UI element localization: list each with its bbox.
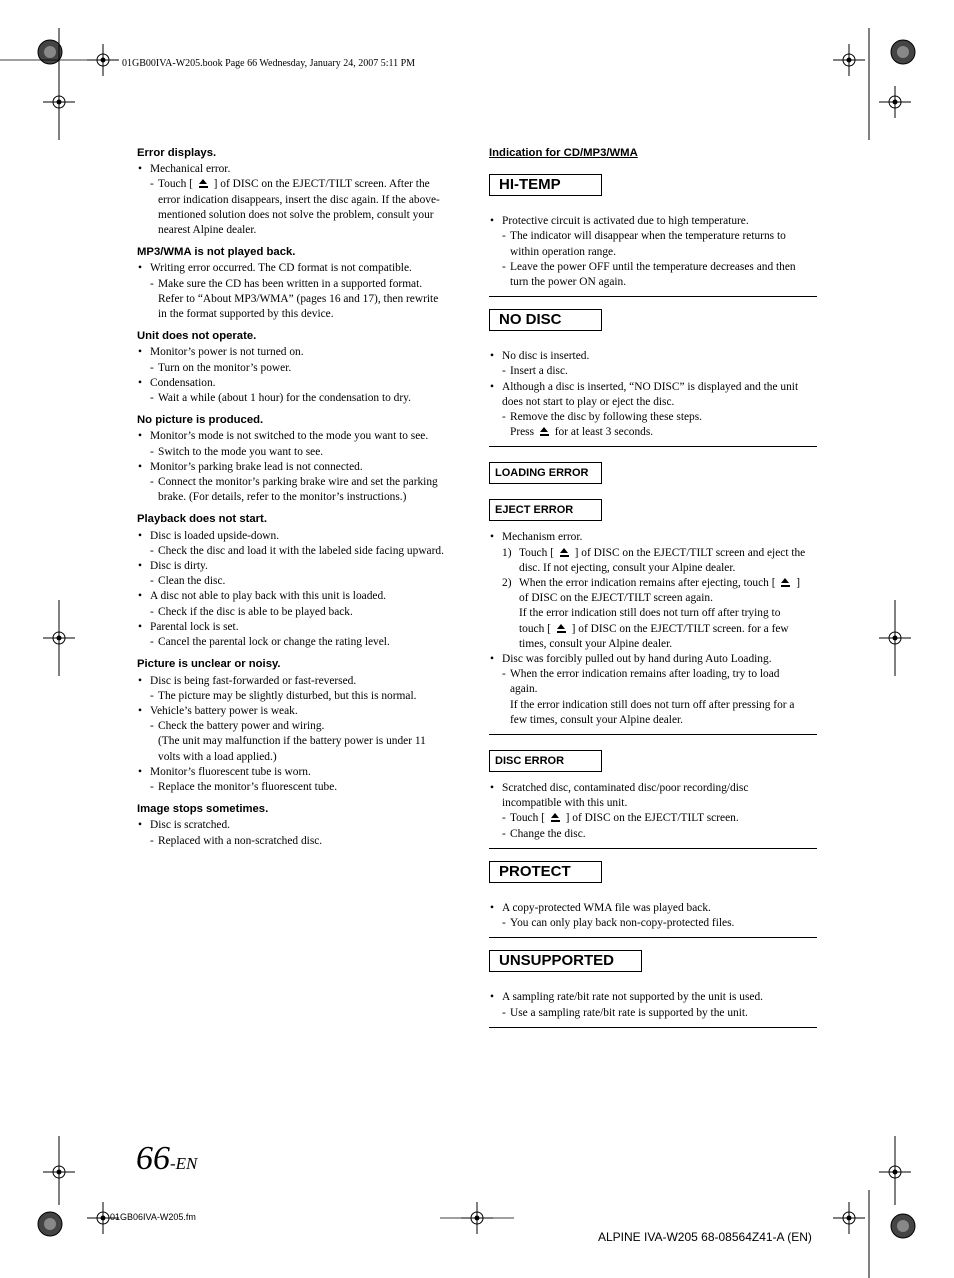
bullet-item [137, 674, 467, 689]
bullet-item [137, 529, 467, 544]
line-text: Insert a disc. [510, 365, 568, 378]
bullet-item [489, 901, 817, 916]
eject-icon [540, 427, 549, 436]
line-text: Replace the monitor’s fluorescent tube. [158, 780, 338, 793]
remedy-item [137, 177, 467, 192]
continuation-line [489, 591, 817, 606]
line-text: Scratched disc, contaminated disc/poor recording/disc [502, 782, 749, 795]
line-text: If the error indication still does not turn off after trying to [519, 607, 781, 620]
line-text: Vehicle’s battery power is weak. [150, 704, 298, 717]
line-text: Cancel the parental lock or change the rating level. [158, 636, 390, 649]
continuation-line [489, 713, 817, 728]
line-text: Disc is scratched. [150, 819, 231, 832]
right-column [489, 146, 817, 1028]
remedy-item [489, 827, 817, 842]
line-text: Touch [ [158, 178, 196, 191]
line-text: few times, consult your Alpine dealer. [510, 713, 684, 726]
bullet-item [137, 376, 467, 391]
section-heading: Image stops sometimes. [137, 803, 269, 816]
bullet-item [137, 818, 467, 833]
remedy-item [489, 667, 817, 682]
bullet-item [137, 765, 467, 780]
line-text: No disc is inserted. [502, 350, 590, 363]
line-text: Writing error occurred. The CD format is not compatible. [150, 262, 412, 275]
line-text: Connect the monitor’s parking brake wire and set the parking [158, 476, 438, 489]
section-heading: MP3/WMA is not played back. [137, 246, 296, 259]
line-text: disc. If not ejecting, consult your Alpine dealer. [519, 561, 736, 574]
continuation-line [489, 637, 817, 652]
continuation-line [489, 622, 817, 637]
line-text: Touch [ [519, 546, 557, 559]
line-text: Parental lock is set. [150, 620, 239, 633]
continuation-line [489, 698, 817, 713]
line-text: incompatible with this unit. [502, 797, 628, 810]
continuation-line [137, 193, 467, 208]
bullet-item [137, 620, 467, 635]
bullet-item [137, 460, 467, 475]
continuation-line [489, 606, 817, 621]
bullet-item [489, 781, 817, 796]
section-heading: No picture is produced. [137, 414, 264, 427]
remedy-item [489, 916, 817, 931]
line-text: Protective circuit is activated due to high temperature. [502, 215, 749, 228]
line-text: A disc not able to play back with this unit is loaded. [150, 590, 387, 603]
line-text: nearest Alpine dealer. [158, 224, 257, 237]
line-text: volts with a load applied.) [158, 750, 277, 763]
numbered-step: 2) When the error indication remains after ejecting, touch [ ] [502, 577, 800, 590]
continuation-line [489, 425, 817, 440]
line-text: Mechanical error. [150, 163, 231, 176]
line-text: Leave the power OFF until the temperature decreases and then [510, 260, 796, 273]
footer-model: ALPINE IVA-W205 68-08564Z41-A (EN) [598, 1230, 812, 1244]
line-text: Make sure the CD has been written in a supported format. [158, 277, 423, 290]
line-text: Turn on the monitor’s power. [158, 361, 292, 374]
line-text: Disc was forcibly pulled out by hand during Auto Loading. [502, 653, 772, 666]
line-text: Check if the disc is able to be played back. [158, 605, 353, 618]
remedy-item [137, 605, 467, 620]
line-text: Check the disc and load it with the labeled side facing upward. [158, 544, 444, 557]
remedy-item [137, 719, 467, 734]
line-text: Remove the disc by following these steps. [510, 411, 703, 424]
eject-icon [199, 179, 208, 188]
line-text: Monitor’s parking brake lead is not connected. [150, 460, 363, 473]
eject-icon [557, 624, 566, 633]
line-text: Change the disc. [510, 827, 586, 840]
remedy-item [489, 229, 817, 244]
line-text: ] of DISC on the EJECT/TILT screen and eject the [571, 546, 806, 559]
continuation-line [137, 750, 467, 765]
bullet-item [137, 429, 467, 444]
display-indicator: EJECT ERROR [489, 499, 602, 521]
continuation-line [489, 796, 817, 811]
remedy-item [137, 544, 467, 559]
line-text: ] of DISC on the EJECT/TILT screen. [562, 812, 739, 825]
line-text: Mechanism error. [502, 531, 583, 544]
remedy-item [137, 834, 467, 849]
line-text: Although a disc is inserted, “NO DISC” is displayed and the unit [502, 380, 799, 393]
continuation-line [489, 275, 817, 290]
bullet-item [137, 704, 467, 719]
bullet-item [137, 345, 467, 360]
line-text: for at least 3 seconds. [551, 426, 654, 439]
line-text: turn the power ON again. [510, 276, 627, 289]
remedy-item [137, 574, 467, 589]
eject-icon [551, 813, 560, 822]
line-text: of DISC on the EJECT/TILT screen again. [519, 592, 713, 605]
line-text: A sampling rate/bit rate not supported by the unit is used. [502, 991, 763, 1004]
line-text: Touch [ [510, 812, 548, 825]
remedy-item [489, 260, 817, 275]
footer-filename: 01GB06IVA-W205.fm [110, 1212, 196, 1222]
section-divider [489, 1027, 817, 1028]
line-text: Monitor’s mode is not switched to the mode you want to see. [150, 430, 429, 443]
continuation-line [137, 292, 467, 307]
remedy-item [137, 361, 467, 376]
line-text: Disc is dirty. [150, 560, 208, 573]
line-text: Monitor’s fluorescent tube is worn. [150, 765, 311, 778]
line-text: ] of DISC on the EJECT/TILT screen. for a few [568, 622, 789, 635]
line-text: in the format supported by this device. [158, 308, 334, 321]
line-text: ] [793, 577, 800, 590]
line-text: brake. (For details, refer to the monitor’s instructions.) [158, 491, 407, 504]
continuation-line [137, 490, 467, 505]
line-text: Disc is loaded upside-down. [150, 529, 280, 542]
bullet-item [137, 589, 467, 604]
bullet-item [489, 990, 817, 1005]
line-text: When the error indication remains after loading, try to load [510, 668, 780, 681]
line-text: again. [510, 683, 538, 696]
line-text: Refer to “About MP3/WMA” (pages 16 and 17), then rewrite [158, 292, 439, 305]
line-text: times, consult your Alpine dealer. [519, 637, 673, 650]
line-text: Disc is being fast-forwarded or fast-reversed. [150, 674, 357, 687]
display-indicator: HI-TEMP [489, 174, 602, 196]
line-text: mentioned solution does not solve the problem, consult your [158, 208, 434, 221]
remedy-item [137, 391, 467, 406]
remedy-item [489, 1006, 817, 1021]
display-indicator: UNSUPPORTED [489, 950, 642, 972]
eject-icon [781, 578, 790, 587]
section-heading: Playback does not start. [137, 513, 267, 526]
eject-icon [560, 548, 569, 557]
continuation-line [137, 208, 467, 223]
display-indicator: PROTECT [489, 861, 602, 883]
line-text: Use a sampling rate/bit rate is supported by the unit. [510, 1006, 748, 1019]
remedy-item [489, 410, 817, 425]
display-indicator: LOADING ERROR [489, 462, 602, 484]
line-text: within operation range. [510, 245, 616, 258]
bullet-item [489, 380, 817, 395]
continuation-line [489, 395, 817, 410]
line-text: Clean the disc. [158, 575, 226, 588]
indication-title: Indication for CD/MP3/WMA [489, 147, 638, 159]
left-column [137, 146, 467, 849]
remedy-item [137, 780, 467, 795]
line-text: Wait a while (about 1 hour) for the condensation to dry. [158, 392, 411, 405]
bullet-item [137, 559, 467, 574]
line-text: touch [ [519, 622, 554, 635]
bullet-item [137, 261, 467, 276]
line-text: (The unit may malfunction if the battery power is under 11 [158, 735, 426, 748]
line-text: The picture may be slightly disturbed, but this is normal. [158, 689, 417, 702]
page-number: 66-EN [136, 1140, 198, 1177]
remedy-item [137, 689, 467, 704]
line-text: Press [510, 426, 537, 439]
section-heading: Picture is unclear or noisy. [137, 658, 281, 671]
line-text: You can only play back non-copy-protected files. [510, 917, 735, 930]
print-header: 01GB00IVA-W205.book Page 66 Wednesday, January 24, 2007 5:11 PM [122, 58, 416, 69]
numbered-step: 1) Touch [ ] of DISC on the EJECT/TILT screen and eject the [502, 546, 806, 559]
remedy-item [137, 277, 467, 292]
line-text: The indicator will disappear when the temperature returns to [510, 230, 786, 243]
line-text: If the error indication still does not turn off after pressing for a [510, 698, 795, 711]
continuation-line [137, 734, 467, 749]
bullet-item [489, 530, 817, 545]
section-heading: Unit does not operate. [137, 330, 257, 343]
continuation-line [137, 223, 467, 238]
line-text: When the error indication remains after ejecting, touch [ [519, 577, 779, 590]
continuation-line [489, 245, 817, 260]
continuation-line [137, 307, 467, 322]
continuation-line [489, 561, 817, 576]
remedy-item [137, 445, 467, 460]
line-text: Monitor’s power is not turned on. [150, 346, 304, 359]
bullet-item [137, 162, 467, 177]
continuation-line [489, 682, 817, 697]
line-text: Switch to the mode you want to see. [158, 445, 324, 458]
remedy-item [137, 475, 467, 490]
line-text: Replaced with a non-scratched disc. [158, 834, 323, 847]
remedy-item [137, 635, 467, 650]
bullet-item [489, 652, 817, 667]
display-indicator: NO DISC [489, 309, 602, 331]
display-indicator: DISC ERROR [489, 750, 602, 772]
line-text: A copy-protected WMA file was played back. [502, 901, 711, 914]
bullet-item [489, 349, 817, 364]
line-text: ] of DISC on the EJECT/TILT screen. After the [210, 178, 430, 191]
remedy-item [489, 364, 817, 379]
line-text: Check the battery power and wiring. [158, 720, 325, 733]
line-text: does not start to play or eject the disc. [502, 395, 675, 408]
section-heading: Error displays. [137, 147, 217, 159]
bullet-item [489, 214, 817, 229]
line-text: Condensation. [150, 376, 216, 389]
line-text: error indication disappears, insert the disc again. If the above- [158, 193, 440, 206]
remedy-item [489, 811, 817, 826]
